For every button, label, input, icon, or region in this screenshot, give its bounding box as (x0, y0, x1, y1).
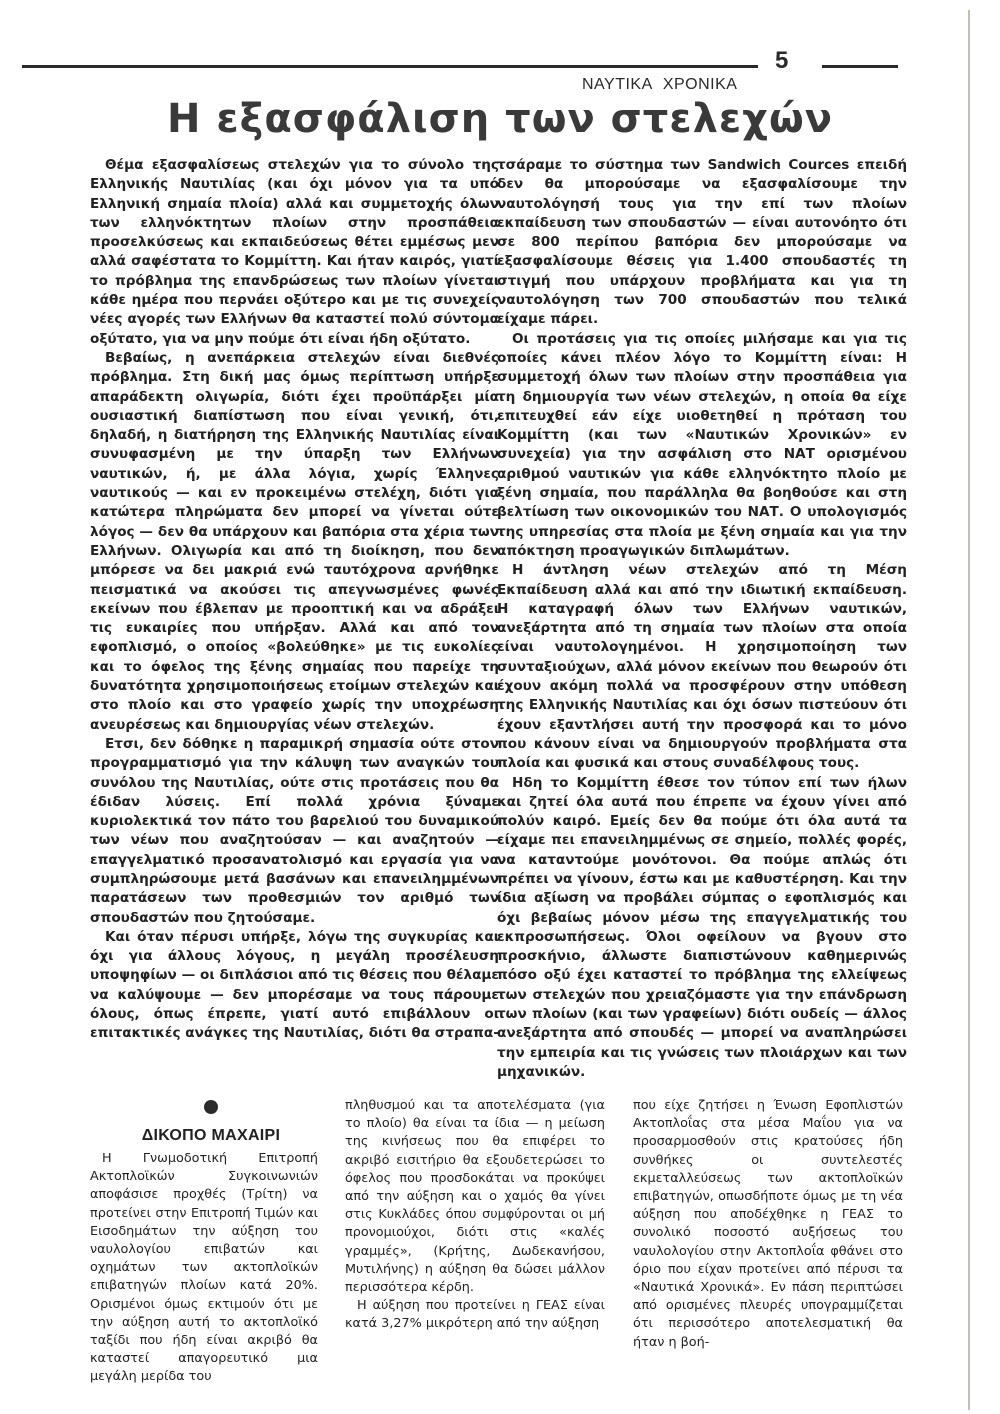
article-headline: Η εξασφάλιση των στελεχών (167, 96, 833, 142)
paragraph: Η άντληση νέων στελεχών από τη Μέση Εκπαίδευση αλλά και από την ιδιωτική εκπαίδευση. Η καταγραφή όλων των Ελλήνων ναυτικών, ανεξάρτητα από τη σημαία των πλοίων στα οποία είναι ναυτολογημένοι. Η χρησιμοποίηση των συνταξιούχων, αλλά μόνον εκείνων που θεωρούν ότι έχουν ακόμη πολλά να προσφέρουν στην υπόθεση της Ελληνικής Ναυτιλίας και όχι όσων πιστεύουν ότι έχουν εξαντλήσει αυτή την προσφορά και το μόνο που κάνουν είναι να δημιουργούν προβλήματα στα πλοία και φυσικά και στους συναδέλφους τους. (497, 562, 907, 772)
paragraph: Οι προτάσεις για τις οποίες μιλήσαμε και για τις οποίες κάνει πλέον λόγο το Κομμίττη είναι: Η συμμετοχή όλων των πλοίων στην προσπάθεια για τη δημιουργία των νέων στελεχών, η οποία θα είχε επιτευχθεί εάν είχε υιοθετηθεί η πρόταση του Κομμίττη (και των «Ναυτικών Χρονικών» εν συνεχεία) για την ασφάλιση στο ΝΑΤ ορισμένου αριθμού ναυτικών για κάθε ελληνόκτητο πλοίο με ξένη σημαία, που παράλληλα θα βοηθούσε και στη βελτίωση των οικονομικών του ΝΑΤ. Ο υπολογισμός της υπηρεσίας στα πλοία με ξένη σημαία και για την απόκτηση προαγωγικών διπλωμάτων. (497, 330, 907, 559)
header-rule-right (822, 65, 898, 68)
article-column-right (497, 156, 907, 1082)
page-number: 5 (775, 47, 789, 74)
sidebar-column-3 (633, 1097, 903, 1352)
paragraph: Βεβαίως, η ανεπάρκεια στελεχών είναι διεθνές πρόβλημα. Στη δική μας όμως περίπτωση υπήρξε απαράδεκτη ολιγωρία, διότι έχει προϋπάρξει μία ουσιαστική διαπίστωση που είναι γενική, ότι, δηλαδή, η διατήρηση της Ελληνικής Ναυτιλίας είναι συνυφασμένη με την ύπαρξη των Ελλήνων ναυτικών, ή, με άλλα λόγια, χωρίς Έλληνες ναυτικούς — και εν προκειμένω στελέχη, διότι για κατώτερα πληρώματα δεν μπορεί να γίνεται ούτε λόγος — δεν θα υπάρχουν και βαπόρια στα χέρια των Ελλήνων. Ολιγωρία και από τη διοίκηση, που δεν μπόρεσε να δει μακριά ενώ ταυτόχρονα αρνήθηκε πεισματικά να ακούσει τις απεγνωσμένες φωνές εκείνων που έβλεπαν με προοπτική και να αδράξει τις ευκαιρίες που υπήρξαν. Αλλά και από τον εφοπλισμό, ο οποίος «βολεύθηκε» με τις ευκολίες και το όφελος της ξένης σημαίας που παρείχε τη δυνατότητα χρησιμοποιήσεως ετοίμων στελεχών και στο πλοίο και στο γραφείο χωρίς την υποχρέωση ανευρέσεως και δημιουργίας νέων στελεχών. (90, 349, 499, 733)
paragraph: Η αύξηση που προτείνει η ΓΕΑΣ είναι κατά 3,27% μικρότερη από την αύξηση (345, 1298, 605, 1332)
sidebar-column-2 (345, 1097, 605, 1334)
paragraph: πληθυσμού και τα αποτελέσματα (για το πλοίο) θα είναι τα ίδια — η μείωση της κινήσεως που θα επιφέρει το ακριβό εισιτήριο θα εξουδετερώσει το όφελος που προσδοκάται να προκύψει από την αύξηση και ο χαμός θα γίνει στις Κυκλάδες όπου συμφύρονται οι μή προνομιούχοι, διότι στις «καλές γραμμές», (Κρήτης, Δωδεκανήσου, Μυτιλήνης) η αύξηση θα δώσει μάλλον περισσότερα κέρδη. (345, 1098, 605, 1296)
publication-masthead: ΝΑΥΤΙΚΑ ΧΡΟΝΙΚΑ (582, 76, 738, 93)
paragraph: Και όταν πέρυσι υπήρξε, λόγω της συγκυρίας και όχι για άλλους λόγους, η μεγάλη προσέλευση υποψηφίων — οι διπλάσιοι από τις θέσεις που θέλαμε να καλύψουμε — δεν μπορέσαμε να τους πάρουμε όλους, όπως έπρεπε, γιατί αυτό επιβάλλουν οι επιτακτικές ανάγκες της Ναυτιλίας, διότι θα στραπα- (90, 928, 499, 1042)
sidebar-article-title: ΔΙΚΟΠΟ ΜΑΧΑΙΡΙ (141, 1127, 281, 1144)
header-rule-left (22, 65, 758, 68)
paragraph: τσάραμε το σύστημα των Sandwich Cources επειδή δεν θα μπορούσαμε να εξασφαλίσουμε την ναυτολόγησή τους για την επί των πλοίων εκπαίδευση των σπουδαστών — είναι αυτονόητο ότι σε 800 περίπου βαπόρια δεν μπορούσαμε να εξασφαλίσουμε θέσεις για 1.400 σπουδαστές τη στιγμή που υπάρχουν προβλήματα και για τη ναυτολόγηση των 700 σπουδαστών που τελικά είχαμε πάρει. (497, 157, 907, 328)
paragraph: Η Γνωμοδοτική Επιτροπή Ακτοπλοϊκών Συγκοινωνιών αποφάσισε προχθές (Τρίτη) να προτείνει στην Επιτροπή Τιμών και Εισοδημάτων την αύξηση του ναυλολογίου επιβατών και οχημάτων των ακτοπλοϊκών επιβατηγών πλοίων κατά 20%. Ορισμένοι όμως εκτιμούν ότι με την αύξηση αυτή το ακτοπλοϊκό ταξίδι που ήδη είναι ακριβό θα καταστεί απαγορευτικό μια μεγάλη μερίδα του (90, 1151, 318, 1385)
paragraph: Θέμα εξασφαλίσεως στελεχών για το σύνολο της Ελληνικής Ναυτιλίας (και όχι μόνον για τα υπό Ελληνική σημαία πλοία) αλλά και συμμετοχής όλων των ελληνόκτητων πλοίων στην προσπάθεια προσελκύσεως και εκπαιδεύσεως θέτει εμμέσως μεν αλλά σαφέστατα το Κομμίττη. Και ήταν καιρός, γιατί το πρόβλημα της επανδρώσεως των πλοίων γίνεται κάθε ημέρα που περνάει οξύτερο και με τις συνεχείς νέες αγορές των Ελλήνων θα καταστεί πολύ σύντομα οξύτατο, για να μην πούμε ότι είναι ήδη οξύτατο. (90, 157, 499, 347)
paragraph: που είχε ζητήσει η Ένωση Εφοπλιστών Ακτοπλοΐας στα μέσα Μαΐου για να προσαρμοσθούν στις κρατούσες ήδη συνθήκες οι συντελεστές εκμεταλλεύσεως των ακτοπλοϊκών επιβατηγών, οπωσδήποτε όμως με τη νέα αύξηση που αποδέχθηκε η ΓΕΑΣ το συνολικό ποσοστό αυξήσεως του ναυλολογίου στην Ακτοπλοΐα φθάνει στο όριο που είχαν προτείνει από πέρυσι τα «Ναυτικά Χρονικά». Εν πάση περιπτώσει από ορισμένες πλευρές υπογραμμίζεται ότι περισσότερο αποτελεσματική θα ήταν η βοή- (633, 1098, 903, 1350)
paragraph: Ετσι, δεν δόθηκε η παραμικρή σημασία ούτε στον προγραμματισμό για την κάλυψη των αναγκών του συνόλου της Ναυτιλίας, ούτε στις προτάσεις που θα έδιδαν λύσεις. Επί πολλά χρόνια ξύναμε κυριολεκτικά τον πάτο του βαρελιού του δυναμικού των νέων που αναζητούσαν — και αναζητούν — επαγγελματικό προσανατολισμό και εργασία για να συμπληρώσουμε μετά βασάνων και επανειλημμένων παρατάσεων των προθεσμιών τον αριθμό των σπουδαστών που ζητούσαμε. (90, 735, 499, 926)
page-edge-line (968, 10, 970, 1410)
article-column-left (90, 156, 499, 1044)
sidebar-column-1 (90, 1150, 318, 1387)
paragraph: Ηδη το Κομμίττη έθεσε τον τύπον επί των ήλων και ζητεί όλα αυτά που έπρεπε να έχουν γίνει από πολύν καιρό. Εμείς δεν θα πούμε ότι όλα αυτά τα είχαμε πει επανειλημμένως σε σημείο, πολλές φορές, να καταντούμε μονότονοι. Θα πούμε απλώς ότι πρέπει να γίνουν, έστω και με καθυστέρηση. Και την ίδια αξίωση να προβάλει σύμπας ο εφοπλισμός και όχι βεβαίως μόνον μέσω της επαγγελματικής του εκπροσωπήσεως. Όλοι οφείλουν να βγουν στο προσκήνιο, άλλωστε διαπιστώνουν καθημερινώς πόσο οξύ έχει καταστεί το πρόβλημα της ελλείψεως των στελεχών που χρειαζόμαστε για την επάνδρωση των πλοίων (και των γραφείων) διότι ουδείς — άλλος ανεξάρτητα από σπουδές — μπορεί να αναπληρώσει την εμπειρία και τις γνώσεις των πλοιάρχων και των μηχανικών. (497, 774, 907, 1080)
section-bullet-icon (204, 1100, 218, 1114)
